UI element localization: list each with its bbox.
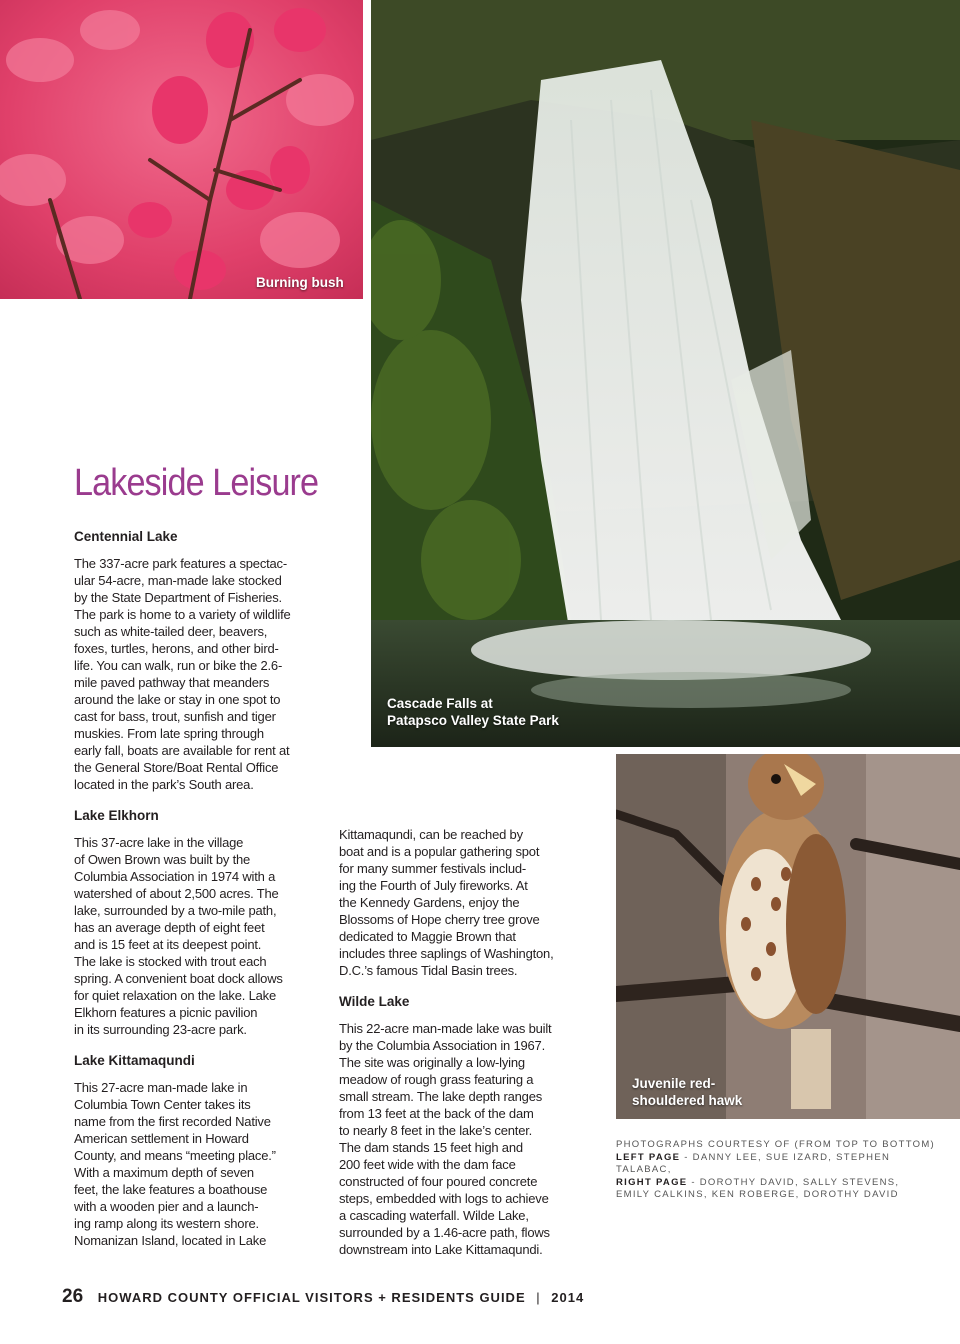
credits-right-names: - DOROTHY DAVID, SALLY STEVENS, bbox=[687, 1176, 900, 1188]
publication-name: HOWARD COUNTY OFFICIAL VISITORS + RESIDENTS GUIDE bbox=[97, 1290, 526, 1305]
left-column bbox=[74, 528, 306, 1263]
middle-column bbox=[339, 826, 571, 1272]
section-heading: Wilde Lake bbox=[339, 994, 410, 1009]
section-lake-elkhorn bbox=[74, 807, 306, 1038]
credits-continued: EMILY CALKINS, KEN ROBERGE, DOROTHY DAVID bbox=[616, 1189, 899, 1200]
section-body: This 37-acre lake in the village of Owen Brown was built by the Columbia Association in 1974 with a watershed of about 2,500 acres. The lake, surrounded by a two-mile path, has an average depth of eight feet and is 15 feet at its deepest point. The lake is stocked with trout each spring. A convenient boat dock allows for quiet relaxation on the lake. Lake Elkhorn features a picnic pavilion in its surrounding 23-acre park. bbox=[74, 835, 283, 1037]
section-heading: Lake Kittamaqundi bbox=[74, 1053, 195, 1068]
cascade-falls-caption: Cascade Falls at Patapsco Valley State Park bbox=[387, 696, 559, 728]
credits-left-label: LEFT PAGE bbox=[616, 1151, 681, 1163]
credits-left-page bbox=[616, 1152, 946, 1177]
section-wilde-lake bbox=[339, 993, 571, 1258]
article-title: Lakeside Leisure bbox=[74, 462, 319, 504]
page-footer bbox=[62, 1286, 584, 1308]
section-kittamaqundi-continued bbox=[339, 826, 571, 979]
photo-credits bbox=[616, 1139, 946, 1202]
page-number: 26 bbox=[62, 1286, 84, 1307]
publication-year: 2014 bbox=[551, 1290, 585, 1305]
credits-intro: PHOTOGRAPHS COURTESY OF (FROM TOP TO BOTTOM) bbox=[616, 1139, 936, 1150]
credits-right-page bbox=[616, 1177, 946, 1190]
section-body: The 337-acre park features a spectac- ular 54-acre, man-made lake stocked by the State Department of Fisheries. The park is home to a variety of wildlife such as white-tailed deer, beavers, foxes, turtles, herons, and other bird- life. You can walk, run or bike the 2.6- mile paved pathway that meanders around the lake or stay in one spot to cast for bass, trout, sunfish and tiger muskies. From late spring through early fall, boats are available for rent at the General Store/Boat Rental Office located in the park’s South area. bbox=[74, 556, 291, 792]
credits-right-label: RIGHT PAGE bbox=[616, 1176, 688, 1188]
section-heading: Lake Elkhorn bbox=[74, 808, 159, 823]
hawk-photo bbox=[616, 754, 960, 1119]
cascade-falls-photo bbox=[371, 0, 960, 747]
section-body: Kittamaqundi, can be reached by boat and is a popular gathering spot for many summer festivals includ- ing the Fourth of July fireworks. At the Kennedy Gardens, enjoy the Blossoms of Hope cherry tree grove dedicated to Maggie Brown that includes three saplings of Washington, D.C.’s famous Tidal Basin trees. bbox=[339, 827, 554, 978]
burning-bush-caption: Burning bush bbox=[256, 275, 344, 290]
hawk-caption: Juvenile red- shouldered hawk bbox=[632, 1076, 743, 1108]
credits-left-names: - DANNY LEE, SUE IZARD, STEPHEN TALABAC, bbox=[616, 1151, 891, 1175]
footer-separator: | bbox=[536, 1290, 541, 1305]
burning-bush-photo bbox=[0, 0, 363, 299]
section-body: This 22-acre man-made lake was built by the Columbia Association in 1967. The site was originally a low-lying meadow of rough grass featuring a small stream. The lake depth ranges from 13 feet at the back of the dam to nearly 8 feet in the lake’s center. The dam stands 15 feet high and 200 feet wide with the dam face constructed of four poured concrete steps, embedded with logs to achieve a cascading waterfall. Wilde Lake, surrounded by a 1.46-acre path, flows downstream into Lake Kittamaqundi. bbox=[339, 1021, 552, 1257]
section-lake-kittamaqundi bbox=[74, 1052, 306, 1249]
section-heading: Centennial Lake bbox=[74, 529, 178, 544]
section-body: This 27-acre man-made lake in Columbia Town Center takes its name from the first recorded Native American settlement in Howard County, and means “meeting place.” With a maximum depth of seven feet, the lake features a boathouse with a wooden pier and a launch- ing ramp along its western shore. Nomanizan Island, located in Lake bbox=[74, 1080, 276, 1248]
section-centennial-lake bbox=[74, 528, 306, 793]
